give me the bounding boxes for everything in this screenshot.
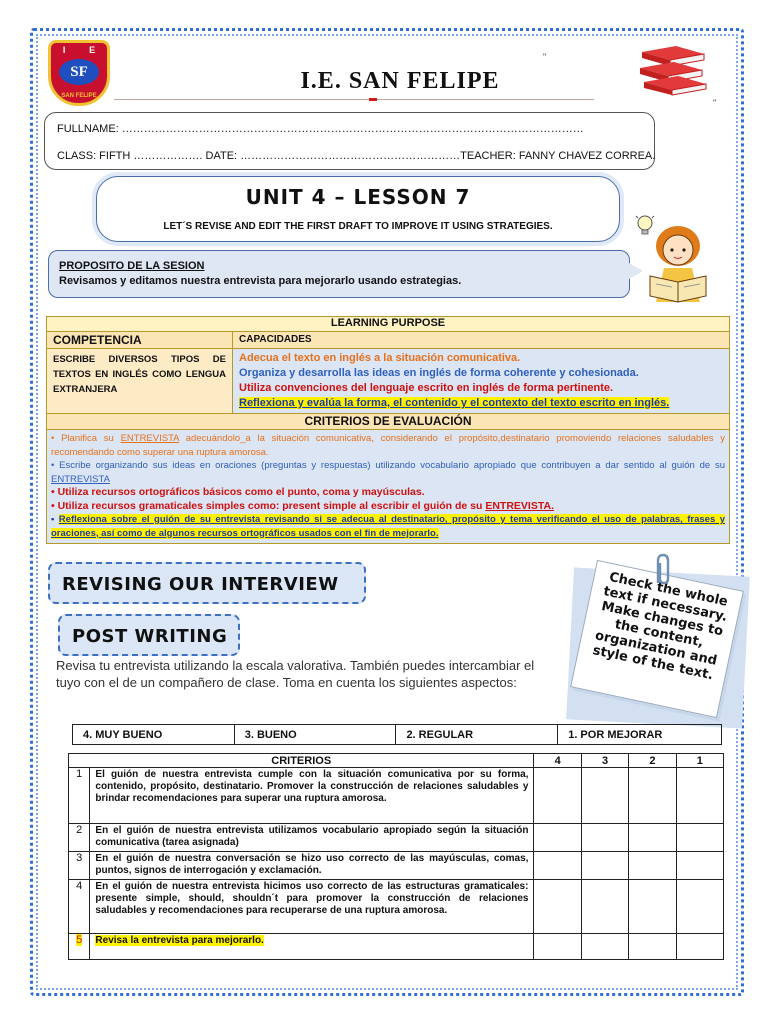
score-cell[interactable]	[676, 934, 723, 960]
scale-level: 4. MUY BUENO	[73, 725, 235, 745]
criterio-item: • Utiliza recursos ortográficos básicos como el punto, coma y mayúsculas.	[51, 486, 425, 498]
row-number: 4	[69, 880, 90, 934]
title-divider-accent	[369, 98, 377, 101]
criterio-keyword: ENTREVISTA.	[485, 499, 554, 512]
criterion-highlight: Revisa la entrevista para mejorarlo.	[95, 935, 264, 946]
scale-level: 3. BUENO	[234, 725, 396, 745]
score-cell[interactable]	[676, 852, 723, 880]
student-info-box	[44, 112, 655, 170]
competencia-header: COMPETENCIA	[47, 332, 233, 349]
row-number-highlight: 5	[76, 934, 83, 946]
session-purpose-text: Revisamos y editamos nuestra entrevista para mejorarlo usando estrategias.	[59, 275, 462, 287]
score-cell[interactable]	[581, 852, 628, 880]
competencia-text: ESCRIBE DIVERSOS TIPOS DE TEXTOS EN INGLÉS COMO LENGUA EXTRANJERA	[47, 349, 233, 414]
criterion-text: En el guión de nuestra entrevista hicimos uso correcto de las estructuras gramaticales: presente simple, should, shouldn´t para promover la construcción de relaciones saludables y recomendaciones para recuperarse de una ruptura amorosa.	[90, 880, 534, 934]
page-title: I.E. SAN FELIPE	[300, 68, 500, 94]
criterion-text: En el guión de nuestra entrevista utilizamos vocabulario apropiado según la situación comunicativa (tarea asignada)	[90, 824, 534, 852]
learning-purpose-table	[46, 316, 730, 544]
row-number	[69, 934, 90, 960]
table-row	[69, 852, 724, 880]
score-cell[interactable]	[581, 768, 628, 824]
row-number: 3	[69, 852, 90, 880]
score-cell[interactable]	[629, 880, 676, 934]
criterion-text: El guión de nuestra entrevista cumple con la situación comunicativa por su forma, contenido, propósito, destinatario. Promover la construcción de relaciones saludables y brindar recomendaciones para superar una ruptura amorosa.	[90, 768, 534, 824]
criterio-text: adecuándolo_a la situación comunicativa, considerando el propósito,destinatario promoviendo relaciones saludables y recomendando como superar una ruptura amorosa.	[51, 433, 725, 458]
criterio-text: Planifica su	[61, 433, 121, 444]
books-icon	[636, 44, 708, 96]
unit-subtitle: LET´S REVISE AND EDIT THE FIRST DRAFT TO IMPROVE IT USING STRATEGIES.	[163, 221, 553, 232]
rating-scale-table	[72, 724, 722, 745]
score-cell[interactable]	[534, 934, 581, 960]
score-cell[interactable]	[629, 852, 676, 880]
tip-note-text: Check the whole text if necessary. Make changes to the content, organization and style of the text.	[591, 569, 730, 684]
criterios-list	[47, 430, 730, 544]
criterio-text: Escribe organizando sus ideas en oraciones (preguntas y respuestas) utilizando vocabulario apropiado que contribuyen a dar sentido al guión de su	[59, 460, 725, 471]
post-writing-section-tag	[58, 614, 240, 656]
logo-letter-right: E	[89, 45, 96, 55]
rubric-header-score: 4	[534, 754, 581, 768]
score-cell[interactable]	[581, 934, 628, 960]
quote-mark: "	[543, 52, 547, 62]
quote-mark: "	[713, 98, 717, 108]
capacidades-list	[233, 349, 730, 414]
criterios-header: CRITERIOS DE EVALUACIÓN	[47, 414, 730, 430]
logo-caption: SAN FELIPE	[61, 93, 97, 99]
revising-section-tag	[48, 562, 366, 604]
table-row	[69, 880, 724, 934]
criterio-text: Utiliza recursos gramaticales simples como: present simple al escribir el guión de su	[57, 499, 486, 512]
rubric-header-score: 2	[629, 754, 676, 768]
capacidad-item: Organiza y desarrolla las ideas en inglés de forma coherente y cohesionada.	[239, 367, 639, 379]
rubric-header-criterios: CRITERIOS	[69, 754, 534, 768]
logo-letter-left: I	[62, 45, 66, 55]
capacidades-header: CAPACIDADES	[233, 332, 730, 349]
table-row	[69, 768, 724, 824]
criteria-rubric-table	[68, 753, 724, 960]
scale-level: 1. POR MEJORAR	[558, 725, 722, 745]
criterio-item: • Reflexiona sobre el guión de su entrevista revisando si se adecua al destinatario, propósito y tema verificando el uso de palabras, frases y oraciones, así como de algunos recursos ortográficos usados con el fin de mejorarlo.	[51, 514, 725, 539]
capacidad-item: Adecua el texto en inglés a la situación comunicativa.	[239, 352, 521, 364]
criterio-text: Reflexiona sobre el guión de su entrevista revisando si se adecua al destinatario, propósito y tema verificando el uso de palabras, frases y oraciones, así como de algunos recursos ortográficos usados con el fin de mejorarlo.	[51, 514, 725, 539]
criterio-text: Utiliza recursos ortográficos básicos como el punto, coma y mayúsculas.	[57, 486, 425, 498]
score-cell[interactable]	[629, 768, 676, 824]
instructions-text: Revisa tu entrevista utilizando la escala valorativa. También puedes intercambiar el tuyo con el de un compañero de clase. Toma en cuenta los siguientes aspectos:	[56, 658, 535, 690]
score-cell[interactable]	[676, 880, 723, 934]
score-cell[interactable]	[676, 824, 723, 852]
score-cell[interactable]	[676, 768, 723, 824]
criterio-item: • Planifica su ENTREVISTA adecuándolo_a la situación comunicativa, considerando el propósito,destinatario promoviendo relaciones saludables y recomendando como superar una ruptura amorosa.	[51, 433, 725, 458]
school-logo	[48, 40, 110, 106]
table-row	[69, 934, 724, 960]
capacidad-item: Reflexiona y evalúa la forma, el contenido y el contexto del texto escrito en inglés.	[239, 397, 670, 409]
row-number: 2	[69, 824, 90, 852]
criterio-item: • Escribe organizando sus ideas en oraciones (preguntas y respuestas) utilizando vocabulario apropiado que contribuyen a dar sentido al guión de su ENTREVISTA	[51, 460, 725, 485]
girl-reading-icon	[644, 224, 714, 304]
score-cell[interactable]	[629, 824, 676, 852]
logo-monogram: SF	[59, 59, 99, 85]
score-cell[interactable]	[581, 824, 628, 852]
unit-banner	[96, 176, 620, 242]
post-writing-section-title: POST WRITING	[72, 626, 228, 647]
unit-title: UNIT 4 – LESSON 7	[245, 185, 471, 209]
fullname-line: FULLNAME: ………………………………………………………………………………………………………………	[57, 123, 584, 135]
rubric-header-score: 1	[676, 754, 723, 768]
criterion-text	[90, 934, 534, 960]
title-divider	[114, 99, 594, 100]
class-date-teacher-line: CLASS: FIFTH ………………. DATE: ……………………………………………………TEACHER: FANNY CHAVEZ CORREA.	[57, 150, 656, 162]
score-cell[interactable]	[534, 852, 581, 880]
paperclip-icon	[650, 553, 676, 589]
session-purpose-box	[48, 250, 630, 298]
learning-purpose-title: LEARNING PURPOSE	[47, 317, 730, 332]
score-cell[interactable]	[534, 824, 581, 852]
score-cell[interactable]	[534, 768, 581, 824]
session-purpose-title: PROPOSITO DE LA SESION	[59, 260, 205, 272]
score-cell[interactable]	[581, 880, 628, 934]
criterio-keyword: ENTREVISTA	[120, 433, 179, 444]
table-row	[69, 824, 724, 852]
criterio-keyword: ENTREVISTA	[51, 473, 110, 485]
score-cell[interactable]	[629, 934, 676, 960]
score-cell[interactable]	[534, 880, 581, 934]
scale-level: 2. REGULAR	[396, 725, 558, 745]
capacidad-item: Utiliza convenciones del lenguaje escrito en inglés de forma pertinente.	[239, 382, 614, 394]
rubric-header-score: 3	[581, 754, 628, 768]
row-number: 1	[69, 768, 90, 824]
revising-section-title: REVISING OUR INTERVIEW	[62, 574, 339, 595]
criterion-text: En el guión de nuestra conversación se hizo uso correcto de las mayúsculas, comas, puntos, signos de interrogación y exclamación.	[90, 852, 534, 880]
criterio-item: • Utiliza recursos gramaticales simples como: present simple al escribir el guión de su ENTREVISTA.	[51, 499, 554, 512]
